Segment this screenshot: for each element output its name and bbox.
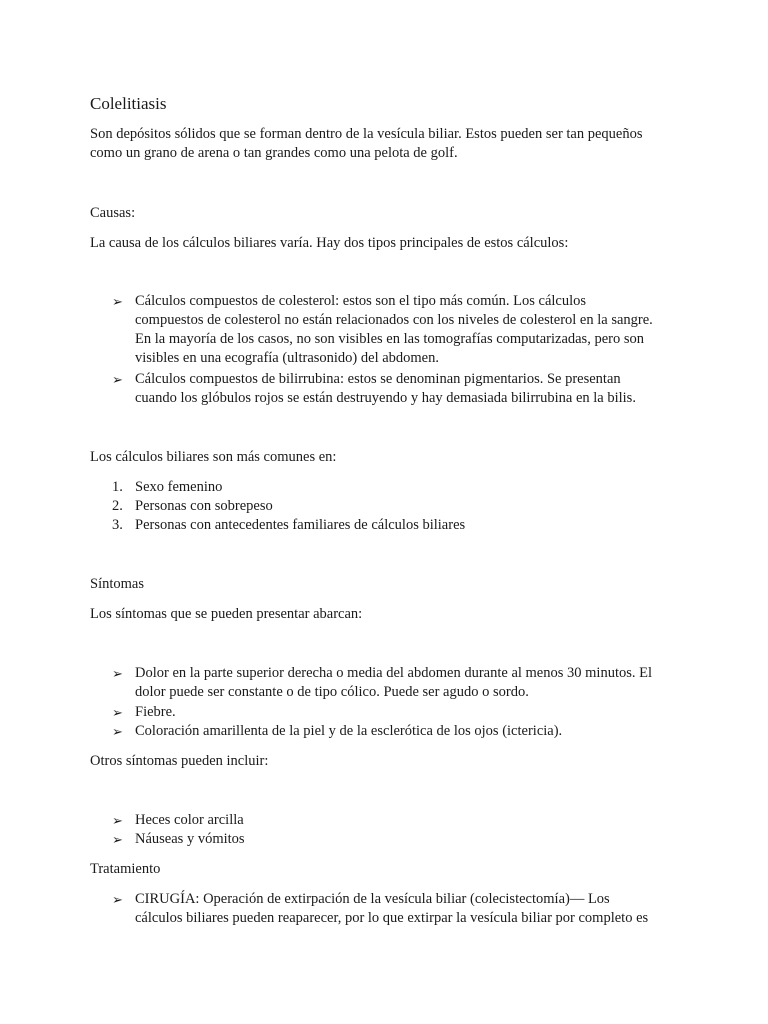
list-item bbox=[135, 370, 695, 408]
list-item: Fiebre. bbox=[135, 704, 176, 720]
list-item-line: CIRUGÍA: Operación de extirpación de la vesícula biliar (colecistectomía)— Los bbox=[135, 891, 610, 907]
list-item-line: Cálculos compuestos de colesterol: estos son el tipo más común. Los cálculos bbox=[135, 293, 587, 309]
list-item bbox=[135, 292, 695, 368]
bullet-marker-icon: ➢ bbox=[112, 832, 123, 847]
bullet-marker-icon: ➢ bbox=[112, 294, 123, 309]
list-item-line: visibles en una ecografía (ultrasonido) del abdomen. bbox=[135, 350, 439, 366]
intro-line: Son depósitos sólidos que se forman dentro de la vesícula biliar. Estos pueden ser tan pequeños bbox=[90, 126, 643, 142]
comunes-text: Los cálculos biliares son más comunes en: bbox=[90, 449, 337, 465]
sintomas-text: Los síntomas que se pueden presentar abarcan: bbox=[90, 606, 363, 622]
bullet-marker-icon: ➢ bbox=[112, 666, 123, 681]
list-number: 2. bbox=[112, 498, 123, 514]
list-number: 3. bbox=[112, 517, 123, 533]
bullet-marker-icon: ➢ bbox=[112, 813, 123, 828]
otros-text: Otros síntomas pueden incluir: bbox=[90, 753, 269, 769]
list-item-line: compuestos de colesterol no están relacionados con los niveles de colesterol en la sangre. bbox=[135, 312, 653, 328]
section-heading-causas: Causas: bbox=[90, 205, 136, 221]
list-item: Náuseas y vómitos bbox=[135, 831, 245, 847]
list-item-line: cuando los glóbulos rojos se están destruyendo y hay demasiada bilirrubina en la bilis. bbox=[135, 390, 636, 406]
list-item-line: dolor puede ser constante o de tipo cólico. Puede ser agudo o sordo. bbox=[135, 684, 529, 700]
list-number: 1. bbox=[112, 479, 123, 495]
list-item-line: En la mayoría de los casos, no son visibles en las tomografías computarizadas, pero son bbox=[135, 331, 644, 347]
list-item: Coloración amarillenta de la piel y de la esclerótica de los ojos (ictericia). bbox=[135, 723, 563, 739]
list-item bbox=[135, 890, 695, 928]
section-heading-sintomas: Síntomas bbox=[90, 576, 144, 592]
list-item-line: Dolor en la parte superior derecha o media del abdomen durante al menos 30 minutos. El bbox=[135, 665, 653, 681]
document-title: Colelitiasis bbox=[90, 94, 167, 113]
causas-text: La causa de los cálculos biliares varía. Hay dos tipos principales de estos cálculos: bbox=[90, 235, 569, 251]
bullet-marker-icon: ➢ bbox=[112, 372, 123, 387]
list-item-line: cálculos biliares pueden reaparecer, por lo que extirpar la vesícula biliar por completo es bbox=[135, 910, 649, 926]
intro-line: como un grano de arena o tan grandes como una pelota de golf. bbox=[90, 145, 458, 161]
bullet-marker-icon: ➢ bbox=[112, 892, 123, 907]
bullet-marker-icon: ➢ bbox=[112, 724, 123, 739]
list-item: Personas con sobrepeso bbox=[135, 498, 273, 514]
list-item: Heces color arcilla bbox=[135, 812, 244, 828]
list-item-line: Cálculos compuestos de bilirrubina: estos se denominan pigmentarios. Se presentan bbox=[135, 371, 621, 387]
list-item: Personas con antecedentes familiares de cálculos biliares bbox=[135, 517, 466, 533]
list-item bbox=[135, 664, 695, 702]
section-heading-tratamiento: Tratamiento bbox=[90, 861, 161, 877]
bullet-marker-icon: ➢ bbox=[112, 705, 123, 720]
list-item: Sexo femenino bbox=[135, 479, 223, 495]
